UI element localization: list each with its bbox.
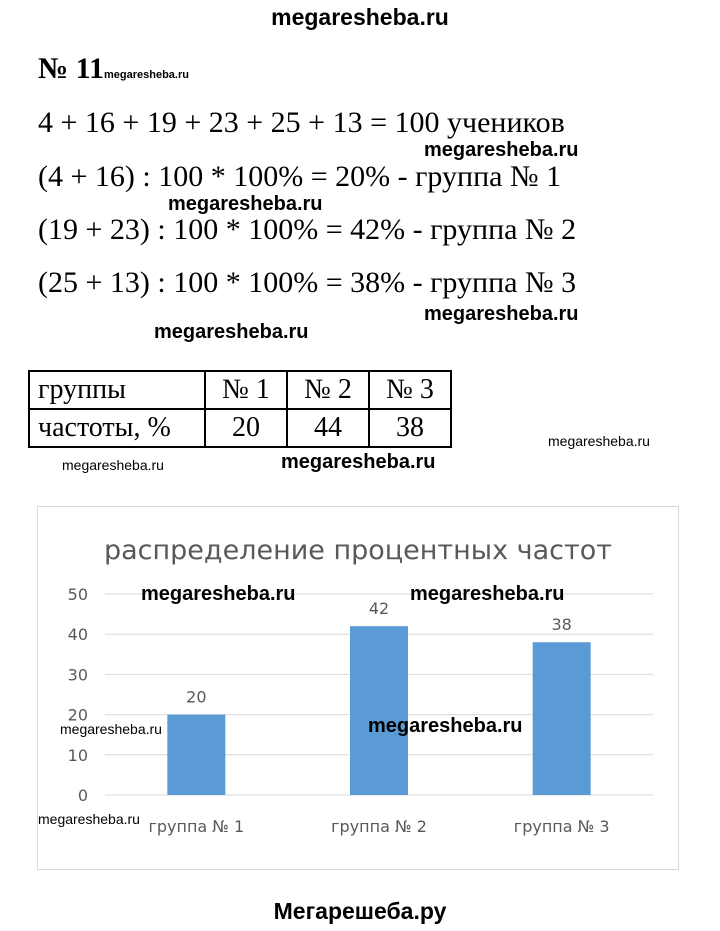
table-cell: № 1 — [205, 371, 287, 409]
bar — [533, 642, 591, 795]
x-tick-label: группа № 3 — [513, 817, 610, 836]
table-cell: № 2 — [287, 371, 369, 409]
table-row — [29, 371, 451, 409]
watermark: megaresheba.ru — [62, 457, 164, 473]
watermark: megaresheba.ru — [104, 69, 189, 81]
bar — [167, 715, 225, 795]
site-footer: Мегарешеба.ру — [273, 898, 447, 924]
watermark: megaresheba.ru — [368, 715, 523, 737]
task-number: № 11megaresheba.ru — [38, 52, 189, 85]
data-label: 38 — [551, 615, 572, 635]
data-label: 20 — [186, 687, 207, 707]
x-tick-label: группа № 2 — [331, 817, 427, 836]
table-cell: частоты, % — [29, 409, 205, 447]
watermark: megaresheba.ru — [154, 321, 309, 343]
watermark: megaresheba.ru — [141, 583, 296, 605]
table-row — [29, 409, 451, 447]
solution-line-3: (19 + 23) : 100 * 100% = 42% - группа № 2 — [38, 213, 577, 246]
y-tick-label: 10 — [67, 745, 88, 765]
y-tick-label: 30 — [67, 665, 88, 685]
site-header: megaresheba.ru — [271, 4, 449, 30]
watermark: megaresheba.ru — [38, 811, 140, 827]
solution-line-1: 4 + 16 + 19 + 23 + 25 + 13 = 100 учеников — [38, 106, 565, 139]
table-cell: 44 — [287, 409, 369, 447]
y-tick-label: 50 — [67, 585, 88, 604]
chart-title: распределение процентных частот — [103, 535, 613, 566]
watermark: megaresheba.ru — [168, 193, 323, 215]
watermark: megaresheba.ru — [424, 139, 579, 161]
watermark: megaresheba.ru — [60, 721, 162, 737]
watermark: megaresheba.ru — [281, 451, 436, 473]
table-cell: № 3 — [369, 371, 451, 409]
frequency-table — [28, 370, 452, 448]
table-cell: группы — [29, 371, 205, 409]
solution-line-2: (4 + 16) : 100 * 100% = 20% - группа № 1 — [38, 160, 562, 193]
watermark: megaresheba.ru — [548, 433, 650, 449]
data-label: 42 — [368, 599, 390, 619]
solution-line-4: (25 + 13) : 100 * 100% = 38% - группа № 3 — [38, 266, 577, 299]
y-tick-label: 20 — [67, 705, 88, 725]
bar — [350, 626, 408, 795]
table-cell: 38 — [369, 409, 451, 447]
watermark: megaresheba.ru — [424, 303, 579, 325]
watermark: megaresheba.ru — [410, 583, 565, 605]
x-tick-label: группа № 1 — [148, 817, 245, 836]
table-cell: 20 — [205, 409, 287, 447]
y-tick-label: 40 — [67, 625, 88, 645]
y-tick-label: 0 — [77, 786, 88, 805]
